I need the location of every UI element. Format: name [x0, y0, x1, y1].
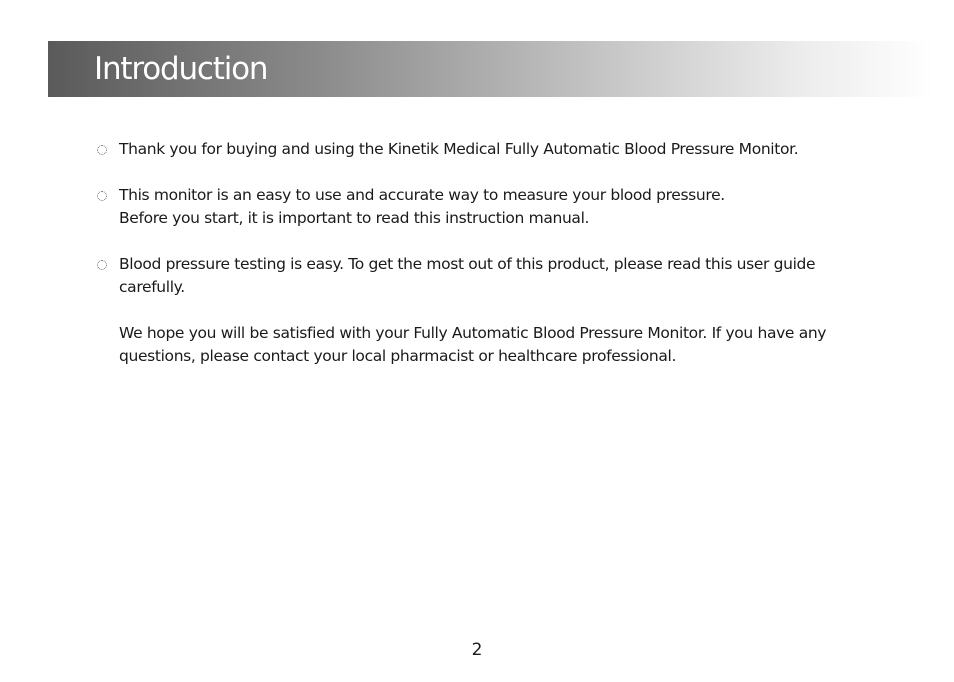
paragraph-monitor-description: [96, 184, 896, 230]
paragraph-line: We hope you will be satisfied with your Fully Automatic Blood Pressure Monitor. If you have any: [119, 324, 827, 342]
page-number: 2: [471, 640, 483, 660]
paragraph-line: Blood pressure testing is easy. To get the most out of this product, please read this user guide: [119, 255, 816, 273]
paragraph-line: questions, please contact your local pharmacist or healthcare professional.: [119, 347, 677, 365]
paragraph-line: Before you start, it is important to read this instruction manual.: [119, 209, 590, 227]
paragraph-thank-you: [96, 138, 896, 161]
section-title: Introduction: [94, 51, 268, 87]
paragraph-line: carefully.: [119, 278, 185, 296]
introduction-content: [96, 138, 896, 368]
paragraph-line: This monitor is an easy to use and accurate way to measure your blood pressure.: [119, 186, 725, 204]
section-header-bar: [48, 41, 934, 97]
paragraph-line: Thank you for buying and using the Kinetik Medical Fully Automatic Blood Pressure Monitor.: [119, 140, 799, 158]
dotted-circle-bullet-icon: [97, 145, 107, 155]
dotted-circle-bullet-icon: [97, 191, 107, 201]
paragraph-satisfaction: [96, 322, 896, 368]
dotted-circle-bullet-icon: [97, 260, 107, 270]
paragraph-testing-easy: [96, 253, 896, 299]
